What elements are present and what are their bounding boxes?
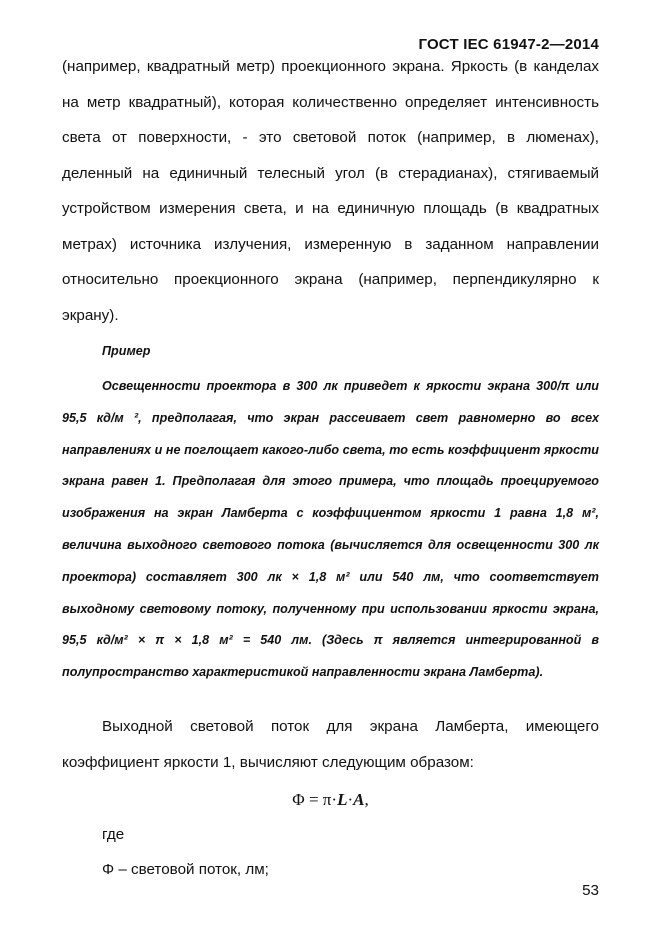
formula-phi: Φ (292, 790, 305, 809)
formula-dot-2: · (347, 790, 354, 809)
luminous-flux-formula (0, 790, 661, 810)
formula-comma: , (364, 790, 369, 809)
formula-dot-1: · (331, 790, 338, 809)
body-paragraph-2: Выходной световой поток для экрана Ламберта, имеющего коэффициент яркости 1, вычисляют следующим образом: (62, 718, 599, 771)
page-number: 53 (582, 882, 599, 899)
formula-A: A (353, 790, 365, 809)
example-title: Пример (102, 344, 151, 358)
formula-equals: = (304, 790, 323, 809)
formula-L: L (337, 790, 348, 809)
example-text: Освещенности проектора в 300 лк приведет к яркости экрана 300/π или 95,5 кд/м ², предполагая, что экран рассеивает свет равномерно во всех направлениях и не поглощает какого-либо света, то есть коэффициент яркости экрана равен 1. Предполагая для этого примера, что площадь проецируемого изображения на экран Ламберта с коэффициентом яркости 1 равна 1,8 м², величина выходного светового потока (вычисляется для освещенности 300 лк проектора) составляет 300 лк × 1,8 м² или 540 лм, что соответствует выходному световому потоку, полученному при использовании яркости экрана, 95,5 кд/м² × π × 1,8 м² = 540 лм. (Здесь π является интегрированной в полупространство характеристикой направленности экрана Ламберта). (62, 379, 599, 680)
where-label: где (102, 826, 125, 843)
document-code-header: ГОСТ IEC 61947-2—2014 (418, 36, 599, 53)
body-paragraph-1: (например, квадратный метр) проекционного экрана. Яркость (в канделах на метр квадратный), которая количественно определяет интенсивность света от поверхности, - это световой поток (например, в люменах), деленный на единичный телесный угол (в стерадианах), стягиваемый устройством измерения света, и на единичную площадь (в квадратных метрах) источника излучения, измеренную в заданном направлении относительно проекционного экрана (например, перпендикулярно к экрану). (62, 58, 599, 324)
formula-pi: π (322, 790, 332, 809)
definition-phi: Φ – световой поток, лм; (102, 861, 269, 878)
